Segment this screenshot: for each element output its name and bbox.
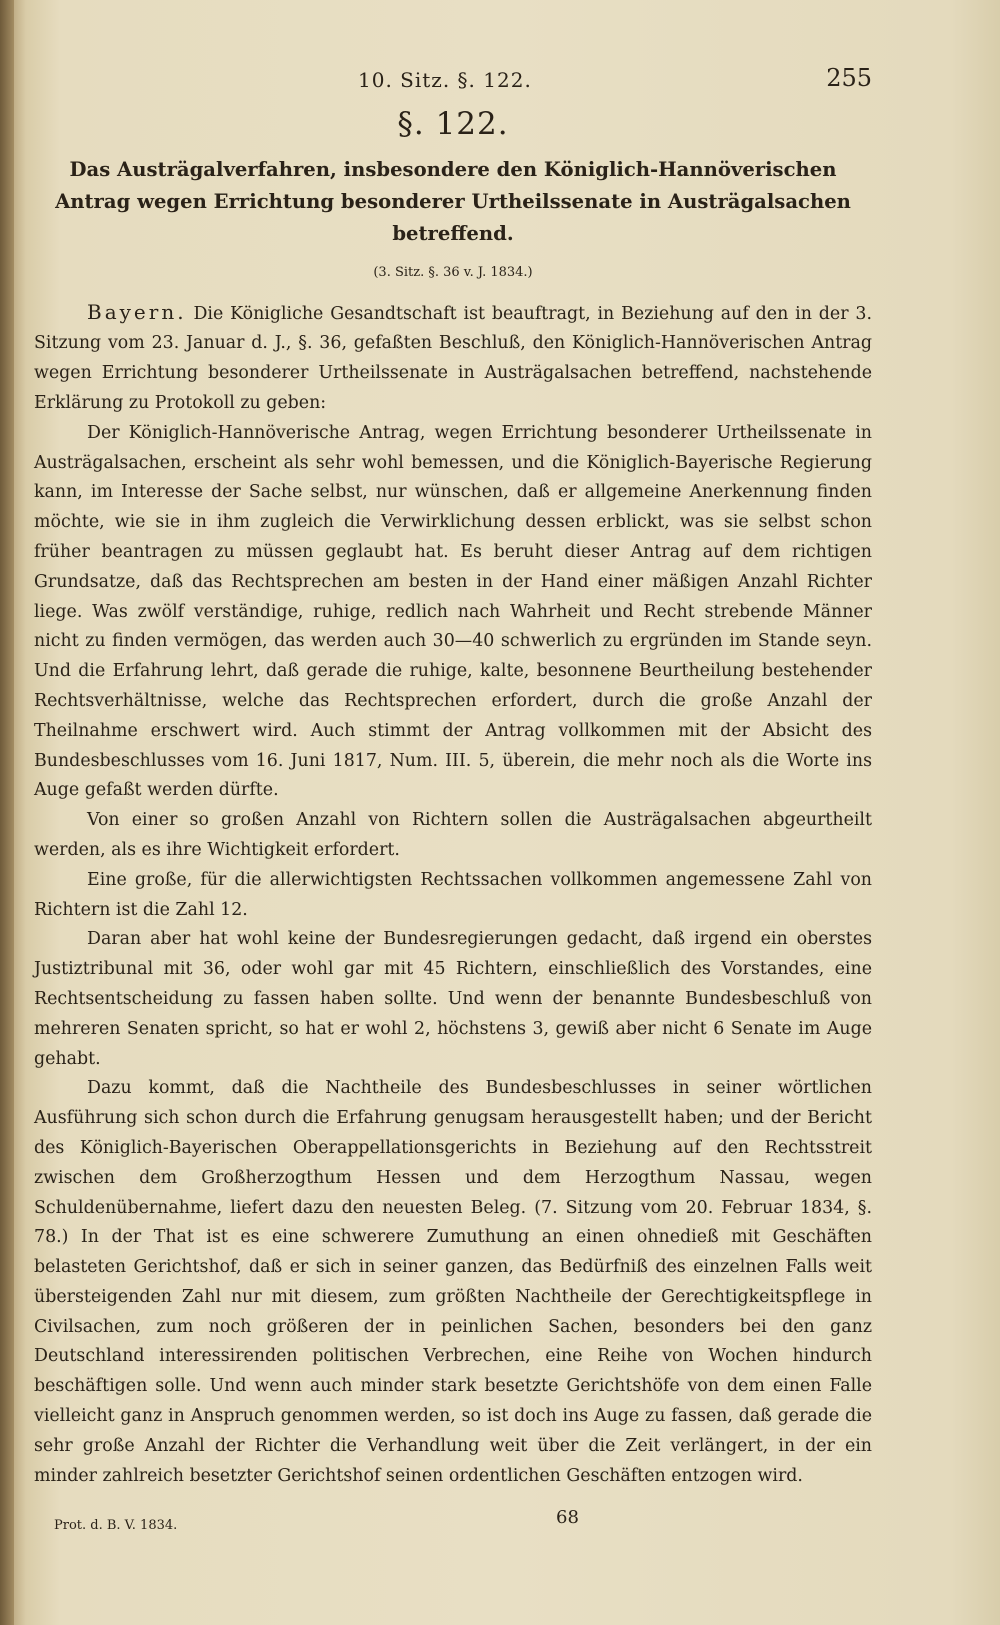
footer-signature: Prot. d. B. V. 1834. — [54, 1518, 178, 1534]
state-name: Bayern. — [87, 299, 187, 324]
sheet-number: 68 — [556, 1507, 579, 1529]
section-title: Das Austrägalverfahren, insbesondere den Königlich-Hannöverischen Antrag wegen Errichtung besonderer Urtheilssenate in Austrägalsachen betreffend. — [55, 157, 851, 245]
page-footer — [34, 1501, 872, 1535]
page-number: 255 — [826, 64, 872, 92]
paragraph-1 — [34, 298, 872, 419]
paragraph-6: Dazu kommt, daß die Nachtheile des Bundesbeschlusses in seiner wörtlichen Ausführung sich schon durch die Erfahrung genugsam herausgestellt haben; und der Bericht des Königlich-Bayerischen Oberappellationsgerichts in Beziehung auf den Rechtsstreit zwischen dem Großherzogthum Hessen und dem Herzogthum Nassau, wegen Schuldenübernahme, liefert dazu den neuesten Beleg. (7. Sitzung vom 20. Februar 1834, §. 78.) In der That ist es eine schwerere Zumuthung an einen ohnedieß mit Geschäften belasteten Gerichtshof, daß er sich in seiner ganzen, das Bedürfniß des einzelnen Falls weit übersteigenden Zahl nur mit diesem, zum größten Nachtheile der Gerechtigkeitspflege in Civilsachen, zum noch größeren der in peinlichen Sachen, besonders bei den ganz Deutschland interessirenden politischen Verbrechen, eine Reihe von Wochen hindurch beschäftigen solle. Und wenn auch minder stark besetzte Gerichtshöfe von dem einen Falle vielleicht ganz in Anspruch genommen werden, so ist doch ins Auge zu fassen, daß gerade die sehr große Anzahl der Richter die Verhandlung weit über die Zeit verlängert, in der ein minder zahlreich besetzter Gerichtshof seinen ordentlichen Geschäften entzogen wird. — [34, 1078, 872, 1486]
running-head-section: 10. Sitz. §. 122. — [358, 68, 532, 92]
section-number: §. 122. — [397, 106, 509, 142]
paragraph-1-text: Die Königliche Gesandtschaft ist beauftragt, in Beziehung auf den in der 3. Sitzung vom 23. Januar d. J., §. 36, gefaßten Beschluß, den Königlich-Hannöverischen Antrag wegen Errichtung besonderer Urtheilssenate in Austrägalsachen betreffend, nachstehende Erklärung zu Protokoll zu geben: — [34, 303, 872, 413]
page-content — [34, 60, 872, 1535]
section-reference: (3. Sitz. §. 36 v. J. 1834.) — [373, 264, 533, 280]
paragraph-5: Daran aber hat wohl keine der Bundesregierungen gedacht, daß irgend ein oberstes Justiztribunal mit 36, oder wohl gar mit 45 Richtern, einschließlich des Vorstandes, eine Rechtsentscheidung zu fassen haben sollte. Und wenn der benannte Bundesbeschluß von mehreren Senaten spricht, so hat er wohl 2, höchstens 3, gewiß aber nicht 6 Senate im Auge gehabt. — [34, 929, 872, 1069]
book-binding-edge — [0, 0, 14, 1625]
paragraph-4: Eine große, für die allerwichtigsten Rechtssachen vollkommen angemessene Zahl von Richtern ist die Zahl 12. — [34, 869, 872, 920]
paragraph-3: Von einer so großen Anzahl von Richtern sollen die Austrägalsachen abgeurtheilt werden, als es ihre Wichtigkeit erfordert. — [34, 810, 872, 860]
paragraph-2: Der Königlich-Hannöverische Antrag, wegen Errichtung besonderer Urtheilssenate in Austrägalsachen, erscheint als sehr wohl bemessen, und die Königlich-Bayerische Regierung kann, im Interesse der Sache selbst, nur wünschen, daß er allgemeine Anerkennung finden möchte, wie sie in ihm zugleich die Verwirklichung dessen erblickt, was sie selbst schon früher beantragen zu müssen geglaubt hat. Es beruht dieser Antrag auf dem richtigen Grundsatze, daß das Rechtsprechen am besten in der Hand einer mäßigen Anzahl Richter liege. Was zwölf verständige, ruhige, redlich nach Wahrheit und Recht strebende Männer nicht zu finden vermögen, das werden auch 30—40 schwerlich zu ergründen im Stande seyn. Und die Erfahrung lehrt, daß gerade die ruhige, kalte, besonnene Beurtheilung bestehender Rechtsverhältnisse, welche das Rechtsprechen erfordert, durch die große Anzahl der Theilnahme erschwert wird. Auch stimmt der Antrag vollkommen mit der Absicht des Bundesbeschlusses vom 16. Juni 1817, Num. III. 5, überein, die mehr noch als die Worte ins Auge gefaßt werden dürfte. — [34, 422, 872, 801]
running-head — [34, 60, 872, 100]
